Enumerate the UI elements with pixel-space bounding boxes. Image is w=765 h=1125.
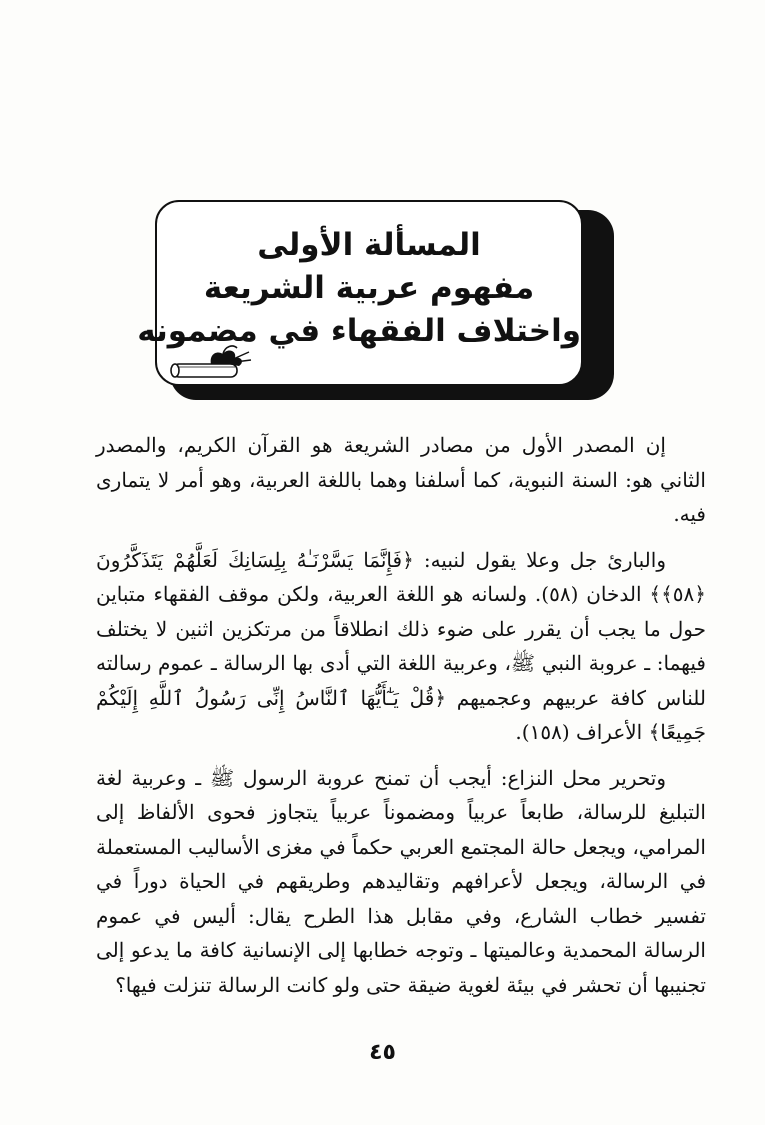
scroll-ornament-icon: [165, 342, 255, 384]
title-line-2: مفهوم عربية الشريعة: [203, 270, 535, 306]
chapter-title-box: [137, 200, 583, 386]
paragraph-1: إن المصدر الأول من مصادر الشريعة هو القرآن الكريم، والمصدر الثاني هو: السنة النبوية، كما أسلفنا وهما باللغة العربية، وهو أمر لا يتمارى فيه.: [96, 433, 706, 526]
chapter-title: [137, 224, 581, 353]
page-number: ٤٥: [369, 1040, 396, 1065]
title-line-1: المسألة الأولى: [257, 227, 481, 263]
body-text: [96, 428, 706, 1013]
paragraph-3: وتحرير محل النزاع: أيجب أن تمنح عروبة الرسول ﷺ ـ وعربية لغة التبليغ للرسالة، طابعاً عربياً ومضموناً عربياً يتجاوز فحوى الألفاظ إلى المرامي، ويجعل حالة المجتمع العربي حكماً في مغزى الأساليب المستعملة في الرسالة، ويجعل لأعرافهم وتقاليدهم وطريقهم في الحياة دوراً في تفسير خطاب الشارع، وفي مقابل هذا الطرح يقال: أليس في عموم الرسالة المحمدية وعالميتها ـ وتوجه خطابها إلى الإنسانية كافة ما يدعو إلى تجنيبها أن تحشر في بيئة لغوية ضيقة حتى ولو كانت الرسالة تنزلت فيها؟: [96, 765, 706, 997]
paragraph-2: والبارئ جل وعلا يقول لنبيه: ﴿فَإِنَّمَا يَسَّرْنَـٰهُ بِلِسَانِكَ لَعَلَّهُمْ يَتَذَكَّرُونَ ﴿٥٨﴾﴾ الدخان (٥٨). ولسانه هو اللغة العربية، ولكن موقف الفقهاء متباين حول ما يجب أن يقرر على ضوء ذلك انطلاقاً من مرتكزين اثنين لا يختلف فيهما: ـ عروبة النبي ﷺ، وعربية اللغة التي أدى بها الرسالة ـ عموم رسالته للناس كافة عربيهم وعجميهم ﴿قُلْ يَـٰٓأَيُّهَا ٱلنَّاسُ إِنِّى رَسُولُ ٱللَّهِ إِلَيْكُمْ جَمِيعًا﴾ الأعراف (١٥٨).: [96, 547, 706, 744]
title-line-3: واختلاف الفقهاء في مضمونه: [137, 313, 581, 349]
